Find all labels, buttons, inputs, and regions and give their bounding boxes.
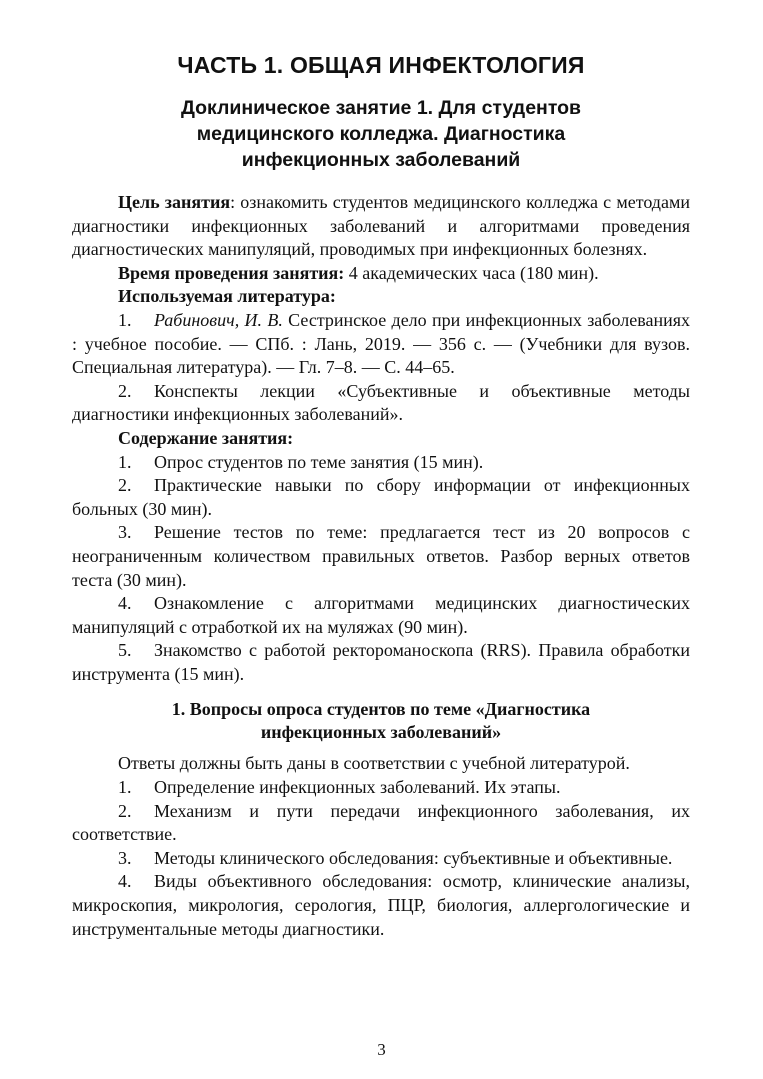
literature-item (72, 309, 690, 380)
list-number: 2. (118, 475, 132, 496)
section-intro: Ответы должны быть даны в соответствии с учебной литературой. (118, 753, 630, 774)
document-page (72, 52, 690, 941)
content-item (72, 451, 690, 475)
content-item-text: Опрос студентов по теме занятия (15 мин). (154, 451, 484, 472)
content-item (72, 474, 690, 521)
goal-label: Цель занятия (118, 192, 231, 212)
content-item (72, 592, 690, 639)
list-number: 5. (118, 640, 132, 661)
question-item (72, 776, 690, 800)
list-number: 4. (118, 871, 132, 892)
duration-paragraph (72, 262, 690, 286)
document-body (72, 191, 690, 941)
content-item-text: Практические навыки по сбору информации от инфекционных больных (30 мин). (72, 475, 690, 519)
question-text: Виды объективного обследования: осмотр, клинические анализы, микроскопия, микрология, серология, ПЦР, биология, аллергологические и инструментальные методы диагностики. (72, 871, 690, 939)
goal-paragraph (72, 191, 690, 262)
section-title: 1. Вопросы опроса студентов по теме «Диагностика инфекционных заболеваний» (171, 699, 591, 743)
goal-text: : ознакомить студентов медицинского колледжа с методами диагностики инфекционных заболеваний и алгоритмами проведения диагностических манипуляций, проводимых при инфекционных болезнях. (72, 192, 690, 260)
question-text: Определение инфекционных заболеваний. Их этапы. (154, 777, 561, 798)
list-number: 1. (118, 451, 132, 472)
content-item (72, 639, 690, 686)
content-item-text: Решение тестов по теме: предлагается тест из 20 вопросов с неограниченным количеством правильных ответов. Разбор верных ответов теста (30 мин). (72, 522, 690, 590)
list-number: 3. (118, 522, 132, 543)
literature-item (72, 380, 690, 427)
list-number: 2. (118, 380, 132, 401)
literature-heading: Используемая литература: (118, 286, 336, 307)
question-text: Методы клинического обследования: субъективные и объективные. (154, 847, 673, 868)
duration-text: 4 академических часа (180 мин). (344, 262, 599, 283)
literature-text: Сестринское дело при инфекционных заболеваниях : учебное пособие. — СПб. : Лань, 2019. — 356 с. — (Учебники для вузов. Специальная литература). — Гл. 7–8. — С. 44–65. (72, 309, 690, 378)
list-number: 3. (118, 847, 132, 868)
content-item-text: Ознакомление с алгоритмами медицинских диагностических манипуляций с отработкой их на муляжах (90 мин). (72, 593, 690, 637)
lesson-title: Доклиническое занятие 1. Для студентов медицинского колледжа. Диагностика инфекционных заболеваний (180, 97, 582, 171)
content-item-text: Знакомство с работой ректороманоскопа (RRS). Правила обработки инструмента (15 мин). (72, 640, 690, 684)
content-heading: Содержание занятия: (118, 427, 294, 448)
question-text: Механизм и пути передачи инфекционного заболевания, их соответствие. (72, 800, 690, 845)
list-number: 1. (118, 309, 132, 330)
duration-label: Время проведения занятия: (118, 262, 345, 283)
part-title: ЧАСТЬ 1. ОБЩАЯ ИНФЕКТОЛОГИЯ (177, 52, 585, 78)
question-item (72, 870, 690, 941)
content-item (72, 521, 690, 592)
list-number: 1. (118, 777, 132, 798)
question-item (72, 847, 690, 871)
question-item (72, 800, 690, 847)
page-number: 3 (377, 1040, 386, 1059)
list-number: 2. (118, 800, 132, 821)
literature-author: Рабинович, И. В. (154, 309, 283, 330)
literature-text: Конспекты лекции «Субъективные и объективные методы диагностики инфекционных заболеваний». (72, 380, 690, 425)
list-number: 4. (118, 593, 132, 614)
